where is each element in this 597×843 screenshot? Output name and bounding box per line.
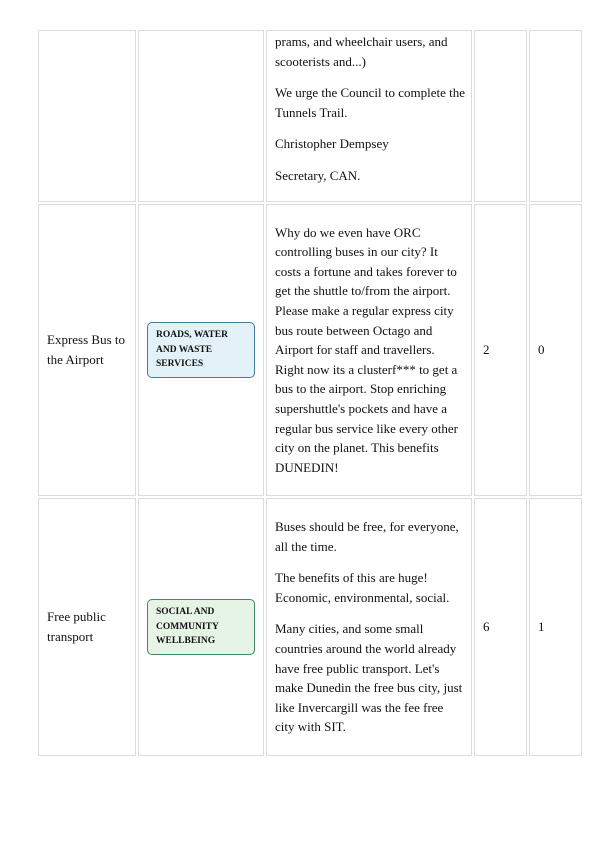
votes-for: 2 [483,342,490,358]
submission-description [275,517,466,737]
votes-for-cell [474,30,527,202]
table-row [38,498,582,756]
votes-for-cell [474,204,527,496]
votes-for-cell [474,498,527,756]
votes-against-cell [529,498,582,756]
category-cell [138,498,264,756]
title-cell [38,204,136,496]
description-cell [266,498,472,756]
description-paragraph: Why do we even have ORC controlling buses in our city? It costs a fortune and takes forever to get the shuttle to/from the airport. Please make a regular express city bus route between Octago and Airport for staff and travellers. Right now its a clusterf*** to get a bus to the airport. Stop enriching supershuttle's pockets and have a regular bus service like every other city on the planet. This benefits DUNEDIN! [275,224,459,475]
category-badge: ROADS, WATER AND WASTE SERVICES [147,322,255,378]
description-paragraph: The benefits of this are huge! Economic, environmental, social. [275,570,450,605]
title-cell [38,30,136,202]
category-badge: SOCIAL AND COMMUNITY WELLBEING [147,599,255,655]
description-paragraph: Many cities, and some small countries around the world already have free public transport. Let's make Dunedin the free bus city, just like Invercargill was the fee free city with SIT. [275,621,463,735]
submission-title: Free public transport [47,609,106,644]
votes-against: 1 [538,619,545,635]
votes-for: 6 [483,619,490,635]
description-cell [266,30,472,202]
submission-description [275,32,466,186]
description-paragraph: Secretary, CAN. [275,167,361,183]
votes-against: 0 [538,342,545,358]
description-paragraph: Buses should be free, for everyone, all the time. [275,519,459,554]
votes-against-cell [529,204,582,496]
category-cell [138,30,264,202]
table-row [38,30,582,202]
submissions-table [36,28,584,758]
title-cell [38,498,136,756]
table-row [38,204,582,496]
description-cell [266,204,472,496]
description-paragraph: We urge the Council to complete the Tunnels Trail. [275,85,466,120]
description-paragraph: Christopher Dempsey [275,136,389,152]
category-cell [138,204,264,496]
submission-title: Express Bus to the Airport [47,332,125,367]
submission-description [275,223,466,478]
description-paragraph: prams, and wheelchair users, and scooterists and...) [275,34,448,69]
votes-against-cell [529,30,582,202]
